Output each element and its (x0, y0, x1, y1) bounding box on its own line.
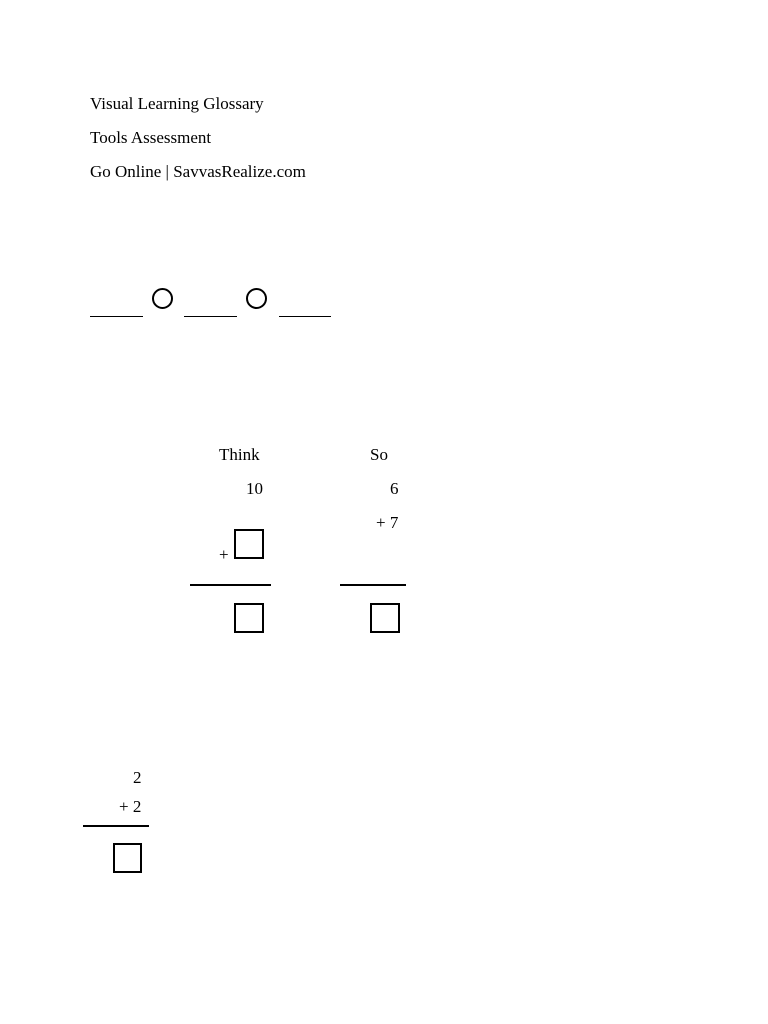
tools-assessment-link[interactable]: Tools Assessment (90, 128, 212, 147)
bottom-second-addend: + 2 (119, 797, 142, 816)
so-label: So (370, 445, 388, 464)
answer-blank-1[interactable] (90, 316, 143, 317)
think-addend-box[interactable] (234, 529, 264, 559)
so-top-addend: 6 (390, 479, 399, 498)
bottom-sum-box[interactable] (113, 843, 142, 873)
glossary-link[interactable]: Visual Learning Glossary (90, 94, 264, 113)
operator-circle-2[interactable] (246, 288, 267, 309)
think-label: Think (219, 445, 260, 464)
answer-blank-2[interactable] (184, 316, 237, 317)
so-sum-box[interactable] (370, 603, 400, 633)
operator-circle-1[interactable] (152, 288, 173, 309)
think-sum-rule (190, 584, 271, 586)
answer-blank-3[interactable] (279, 316, 331, 317)
go-online-link[interactable]: Go Online | SavvasRealize.com (90, 162, 306, 181)
bottom-sum-rule (83, 825, 149, 827)
so-second-addend: + 7 (376, 513, 399, 532)
think-top-addend: 10 (246, 479, 263, 498)
think-sum-box[interactable] (234, 603, 264, 633)
think-plus-sign: + (219, 545, 229, 564)
so-sum-rule (340, 584, 406, 586)
bottom-top-addend: 2 (133, 768, 142, 787)
